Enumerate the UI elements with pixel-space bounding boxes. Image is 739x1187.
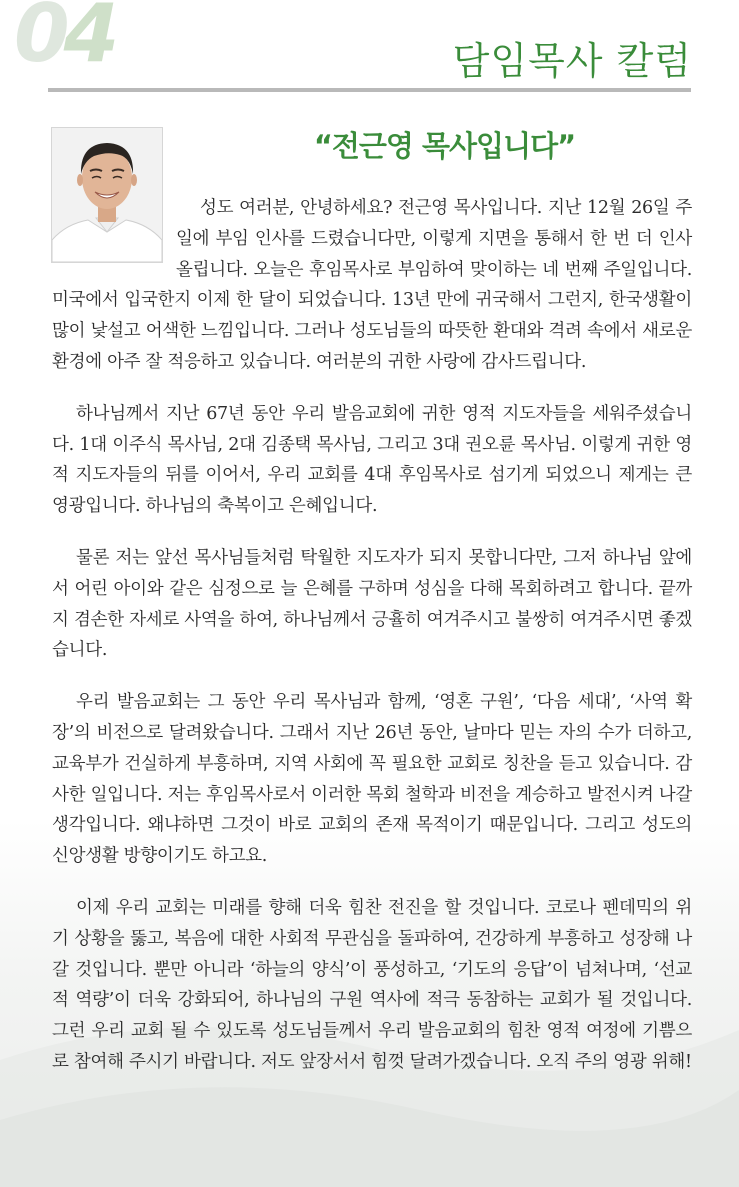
paragraph-4: 우리 발음교회는 그 동안 우리 목사님과 함께, ‘영혼 구원’, ‘다음 세대’, ‘사역 확장’의 비전으로 달려왔습니다. 그래서 지난 26년 동안, 날마다 믿는 자의 수가 더하고, 교육부가 건실하게 부흥하며, 지역 사회에 꼭 필요한 교회로 칭찬을 듣고 있습니다. 감사한 일입니다. 저는 후임목사로서 이러한 목회 철학과 비전을 계승하고 발전시켜 나갈 생각입니다. 왜냐하면 그것이 바로 교회의 존재 목적이기 때문입니다. 그리고 성도의 신앙생활 방향이기도 하고요. xyxy=(52,692,692,867)
paragraph-5: 이제 우리 교회는 미래를 향해 더욱 힘찬 전진을 할 것입니다. 코로나 펜데믹의 위기 상황을 뚫고, 복음에 대한 사회적 무관심을 돌파하여, 건강하게 부흥하고 성장해 나갈 것입니다. 뿐만 아니라 ‘하늘의 양식’이 풍성하고, ‘기도의 응답’이 넘쳐나며, ‘선교적 역량’이 더욱 강화되어, 하나님의 구원 역사에 적극 동참하는 교회가 될 것입니다. 그런 우리 교회 될 수 있도록 성도님들께서 우리 발음교회의 힘찬 영적 여정에 기쁨으로 참여해 주시기 바랍니다. 저도 앞장서서 힘껏 달려가겠습니다. 오직 주의 영광 위해! xyxy=(52,897,692,1072)
paragraph-3: 물론 저는 앞선 목사님들처럼 탁월한 지도자가 되지 못합니다만, 그저 하나님 앞에서 어린 아이와 같은 심정으로 늘 은혜를 구하며 성심을 다해 목회하려고 합니다. 끝까지 겸손한 자세로 사역을 하여, 하나님께서 긍휼히 여겨주시고 불쌍히 여겨주시면 좋겠습니다. xyxy=(52,547,692,661)
page-number-digit-0: 0 xyxy=(14,0,64,80)
article-body xyxy=(52,193,692,1099)
section-title: 담임목사 칼럼 xyxy=(452,39,692,83)
header-divider xyxy=(48,88,691,92)
paragraph-2: 하나님께서 지난 67년 동안 우리 발음교회에 귀한 영적 지도자들을 세워주셨습니다. 1대 이주식 목사님, 2대 김종택 목사님, 그리고 3대 권오륜 목사님. 이렇게 귀한 영적 지도자들의 뒤를 이어서, 우리 교회를 4대 후임목사로 섬기게 되었으니 제게는 큰 영광입니다. 하나님의 축복이고 은혜입니다. xyxy=(52,403,692,517)
article-title: “전근영 목사입니다” xyxy=(313,129,576,163)
page-number xyxy=(14,0,114,80)
paragraph-1: 성도 여러분, 안녕하세요? 전근영 목사입니다. 지난 12월 26일 주일에 부임 인사를 드렸습니다만, 이렇게 지면을 통해서 한 번 더 인사 올립니다. 오늘은 후임목사로 부임하여 맞이하는 네 번째 주일입니다. 미국에서 입국한지 이제 한 달이 되었습니다. 13년 만에 귀국해서 그런지, 한국생활이 많이 낯설고 어색한 느낌입니다. 그러나 성도님들의 따뜻한 환대와 격려 속에서 새로운 환경에 아주 잘 적응하고 있습니다. 여러분의 귀한 사랑에 감사드립니다. xyxy=(52,198,692,372)
page-number-digit-4: 4 xyxy=(63,0,114,80)
photo-wrap-spacer xyxy=(52,193,176,276)
